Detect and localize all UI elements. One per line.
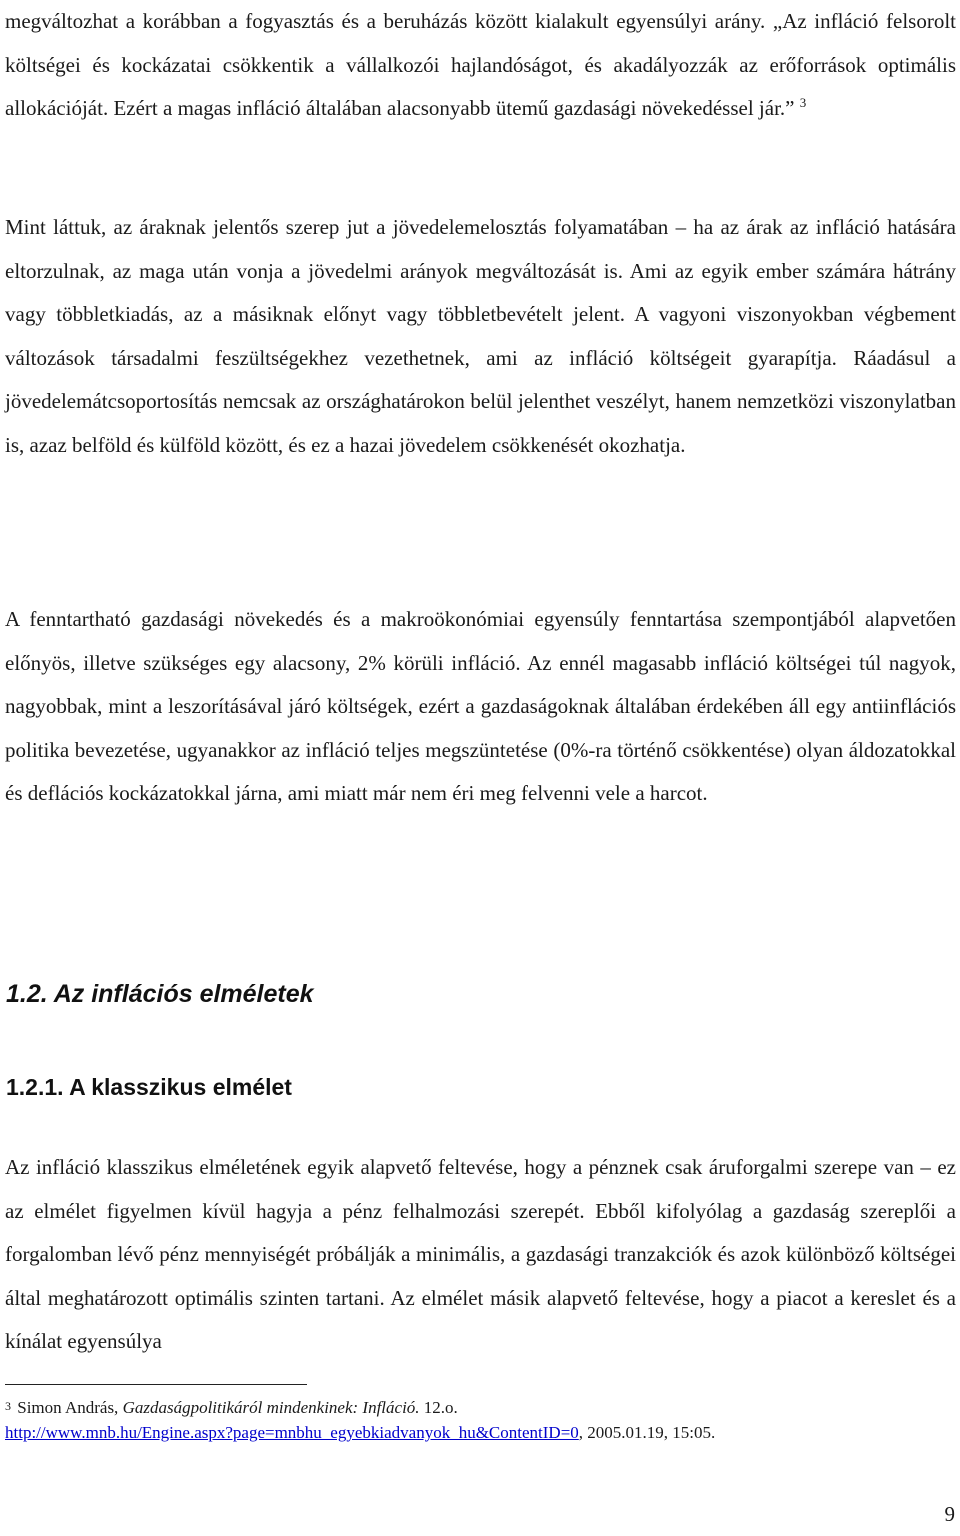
- footnote: [5, 1395, 955, 1445]
- footnote-number: 3: [5, 1399, 11, 1413]
- paragraph-1: [5, 0, 956, 131]
- footnote-separator: [5, 1384, 307, 1385]
- page-number: 9: [944, 1502, 955, 1526]
- footnote-author: Simon András,: [17, 1398, 123, 1417]
- footnote-reference: 3: [799, 95, 807, 111]
- subsection-heading: 1.2.1. A klasszikus elmélet: [6, 1074, 292, 1100]
- paragraph-3: A fenntartható gazdasági növekedés és a makroökonómiai egyensúly fenntartása szempontjából alapvetően előnyös, illetve szükséges egy alacsony, 2% körüli infláció. Az ennél magasabb infláció költségei túl nagyok, nagyobbak, mint a leszorításával járó költségek, ezért a gazdaságoknak általában érdekében áll egy antiinflációs politika bevezetése, ugyanakkor az infláció teljes megszüntetése (0%-ra történő csökkentése) olyan áldozatokkal és deflációs kockázatokkal járna, ami miatt már nem éri meg felvenni vele a harcot.: [5, 607, 956, 806]
- paragraph-4: Az infláció klasszikus elméletének egyik alapvető feltevése, hogy a pénznek csak áruforgalmi szerepe van – ez az elmélet figyelmen kívül hagyja a pénz felhalmozási szerepét. Ebből kifolyólag a gazdaság szereplői a forgalomban lévő pénz mennyiségét próbálják a minimális, a gazdasági tranzakciók és azok különböző költségei által meghatározott optimális szinten tartani. Az elmélet másik alapvető feltevése, hogy a piacot a kereslet és a kínálat egyensúlya: [5, 1155, 956, 1354]
- footnote-page: 12.o.: [419, 1398, 458, 1417]
- paragraph-1-text: megváltozhat a korábban a fogyasztás és a beruházás között kialakult egyensúlyi arány. „Az infláció felsorolt költségei és kockázatai csökkentik a vállalkozói hajlandóságot, és akadályozzák az erőforrások optimális allokációját. Ezért a magas infláció általában alacsonyabb ütemű gazdasági növekedéssel jár.”: [5, 9, 956, 121]
- footnote-link[interactable]: http://www.mnb.hu/Engine.aspx?page=mnbhu_egyebkiadvanyok_hu&ContentID=0: [5, 1423, 579, 1442]
- footnote-date: , 2005.01.19, 15:05.: [578, 1423, 716, 1442]
- footnote-title: Gazdaságpolitikáról mindenkinek: Infláció.: [122, 1398, 420, 1417]
- paragraph-2: Mint láttuk, az áraknak jelentős szerep jut a jövedelemelosztás folyamatában – ha az árak az infláció hatására eltorzulnak, az maga után vonja a jövedelmi arányok megváltozását is. Ami az egyik ember számára hátrány vagy többletkiadás, az a másiknak előnyt vagy többletbevételt jelent. A vagyoni viszonyokban végbement változások társadalmi feszültségekhez vezethetnek, ami az infláció költségeit gyarapítja. Ráadásul a jövedelemátcsoportosítás nemcsak az országhatárokon belül jelenthet veszélyt, hanem nemzetközi viszonylatban is, azaz belföld és külföld között, és ez a hazai jövedelem csökkenését okozhatja.: [5, 215, 956, 457]
- section-heading: 1.2. Az inflációs elméletek: [6, 980, 314, 1008]
